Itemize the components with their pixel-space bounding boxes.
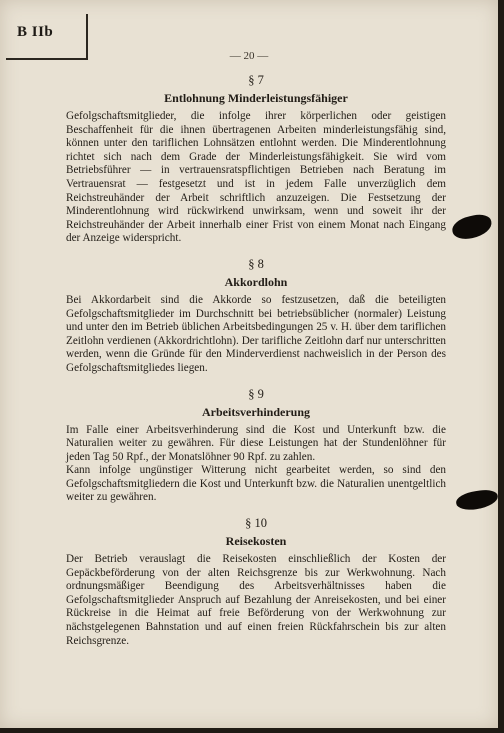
section-9: [66, 387, 446, 506]
paragraph: Gefolgschaftsmitglieder, die infolge ihrer körperlichen oder geistigen Beschaffenheit für die ihnen übertragenen Arbeiten minderleistungsfähig sind, können unter den tariflichen Lohnsätzen entlohnt werden. Die Minderentlohnung richtet sich nach dem Grade der Minderleistungsfähigkeit. Sie wird vom Betriebsführer — in vertrauensratspflichtigen Betrieben nach Beratung im Vertrauensrat — festgesetzt und ist in jedem Falle unverzüglich dem Reichstreuhänder der Arbeit schriftlich anzuzeigen. Die Festsetzung der Minderentlohnung wird rückwirkend unwirksam, wenn und soweit ihr der Reichstreuhänder der Arbeit innerhalb einer Frist von einem Monat nach Eingang der Anzeige widerspricht.: [66, 110, 446, 245]
section-number: § 10: [245, 516, 267, 531]
paragraph: Bei Akkordarbeit sind die Akkorde so festzusetzen, daß die beteiligten Gefolgschaftsmitglieder im Durchschnitt bei betriebsüblicher (normaler) Leistung und unter den im Betrieb üblichen Arbeitsbedingungen 25 v. H. über dem tariflichen Zeitlohn verdienen (Akkordrichtlohn). Der tarifliche Zeitlohn darf nur unterschritten werden, wenn die Gründe für den Minderverdienst nachweislich in der Person des Gefolgschaftsmitgliedes liegen.: [66, 293, 446, 374]
section-tab-label: B IIb: [17, 24, 54, 40]
section-body: [66, 294, 446, 376]
section-title: Akkordlohn: [224, 274, 288, 289]
section-number: § 7: [248, 73, 264, 87]
section-body: [66, 553, 446, 648]
sections-container: [66, 73, 446, 659]
section-body: [66, 424, 446, 506]
paragraph: Kann infolge ungünstiger Witterung nicht gearbeitet werden, so sind den Gefolgschaftsmitgliedern die Kost und Unterkunft bzw. die Naturalien unentgeltlich weiter zu gewähren.: [66, 464, 446, 504]
section-8: [66, 257, 446, 376]
section-7: [66, 73, 446, 246]
paragraph: Im Falle einer Arbeitsverhinderung sind die Kost und Unterkunft bzw. die Naturalien weiter zu gewähren. Für diese Leistungen hat der Stundenlöhner für jeden Tag 50 Rpf., der Monatslöhner 90 Rpf. zu zahlen.: [66, 423, 446, 463]
paragraph: Der Betrieb verauslagt die Reisekosten einschließlich der Kosten der Gepäckbeförderung von der alten Reichsgrenze bis zur Werkwohnung. Nach ordnungsmäßiger Beendigung des Arbeitsverhältnisses haben die Gefolgschaftsmitglieder Anspruch auf Bezahlung der Anreisekosten, und bei einer Rückreise in die Heimat auf freie Beförderung von der Werkwohnung zur nächstgelegenen Bahnstation und auf einen freien Rückfahrschein bis zur alten Reichsgrenze.: [66, 553, 446, 647]
page-number: — 20 —: [229, 50, 269, 62]
section-title: Entlohnung Minderleistungsfähiger: [164, 91, 348, 105]
section-number: § 9: [248, 386, 264, 401]
ink-blot: [455, 488, 498, 512]
section-body: [66, 110, 446, 246]
section-title: Arbeitsverhinderung: [202, 404, 310, 419]
section-10: [66, 516, 446, 648]
section-number: § 8: [248, 256, 264, 271]
section-title: Reisekosten: [225, 534, 287, 549]
ink-blot: [450, 212, 494, 242]
